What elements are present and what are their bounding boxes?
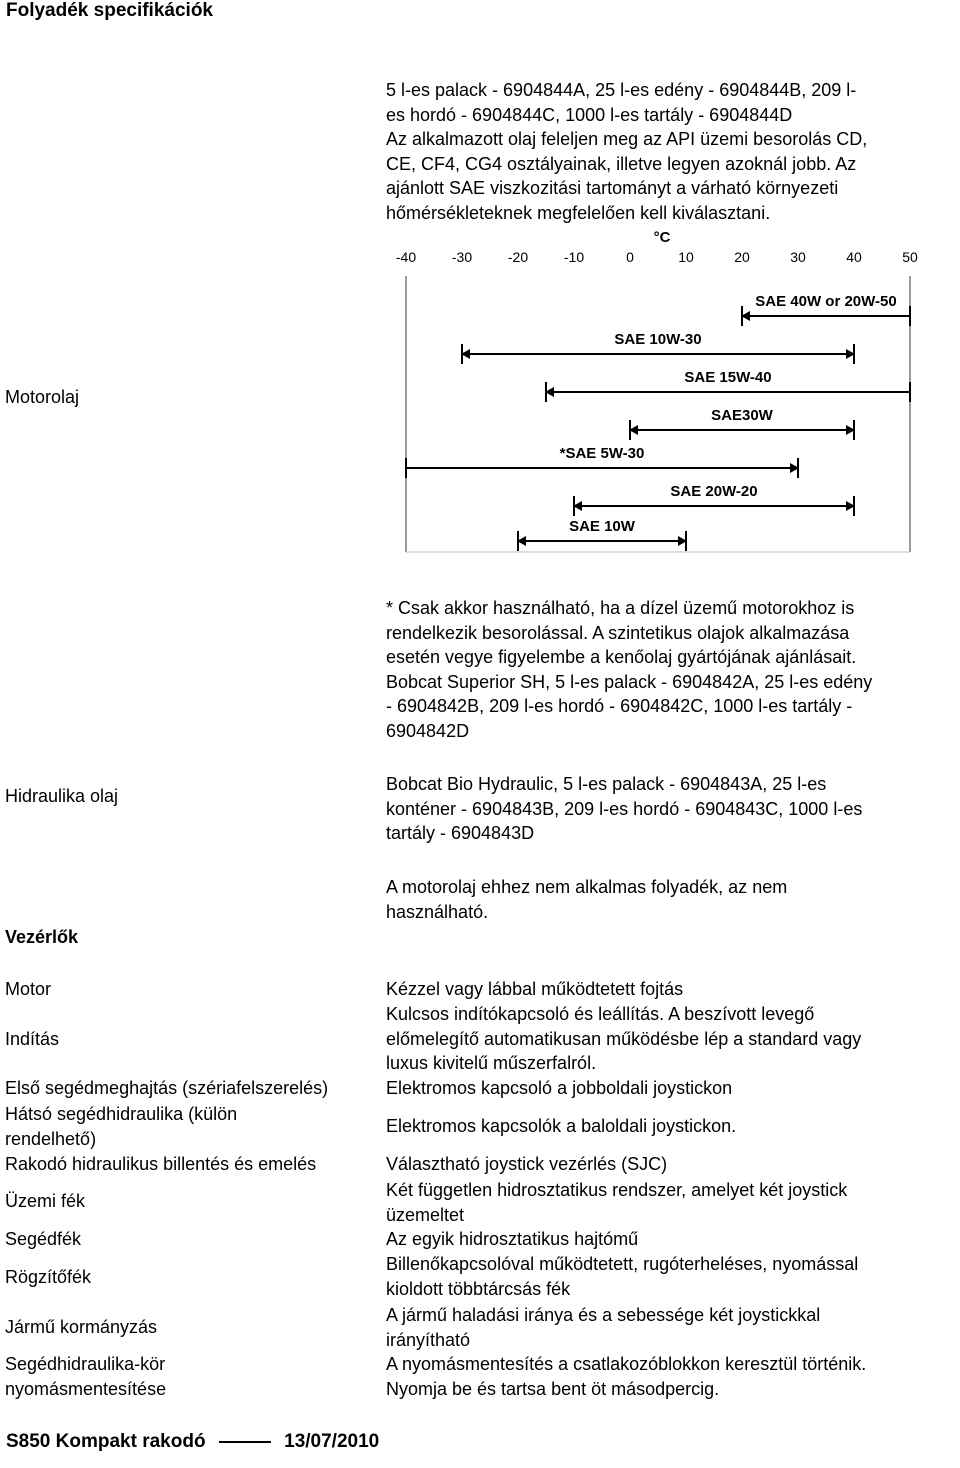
control-value-line: A nyomásmentesítés a csatlakozóblokkon keresztül történik. [386,1354,867,1374]
footnote-line: Bobcat Superior SH, 5 l-es palack - 6904842A, 25 l-es edény [386,671,873,692]
tick-label: 30 [790,249,806,265]
control-value-line: Két független hidrosztatikus rendszer, amelyet két joystick [386,1180,848,1200]
control-value [386,1178,847,1227]
control-label-line: Rögzítőfék [5,1267,92,1287]
control-value-line: előmelegítő automatikusan működésbe lép a standard vagy [386,1028,862,1049]
tick-label: -20 [507,249,529,265]
tick-label: 20 [734,249,750,265]
footnote-line: esetén vegye figyelembe a kenőolaj gyártójának ajánlásait. [386,647,857,667]
control-label-line: Hátsó segédhidraulika (külön [5,1104,238,1124]
hydraulic-oil-text [386,772,862,846]
control-value [386,1303,820,1352]
footer-date: 13/07/2010 [284,1431,380,1452]
control-label [5,1076,328,1101]
fuel-line: ajánlott SAE viszkozitási tartományt a várható környezeti [386,178,839,198]
unit-label: °C [653,229,671,246]
control-label [5,1189,85,1214]
tick-label: 0 [626,249,634,265]
control-label [5,1315,157,1340]
footnote-line: - 6904842B, 209 l-es hordó - 6904842C, 1000 l-es tartály - [386,696,853,716]
footer [6,1431,379,1453]
control-label-line: Jármű kormányzás [5,1317,158,1337]
footnote-line: 6904842D [386,720,470,741]
fuel-line: es hordó - 6904844C, 1000 l-es tartály - 6904844D [386,104,793,125]
control-label [5,1265,91,1290]
control-value-line: Nyomja be és tartsa bent öt másodpercig. [386,1378,720,1399]
control-value-line: Kulcsos indítókapcsoló és leállítás. A beszívott levegő [386,1004,815,1024]
grade-label: SAE 10W [569,518,635,535]
control-value [386,1076,732,1101]
engine-note-line: A motorolaj ehhez nem alkalmas folyadék, az nem [386,877,788,897]
hydraulic-line: Bobcat Bio Hydraulic, 5 l-es palack - 6904843A, 25 l-es [386,774,827,794]
engine-oil-label: Motorolaj [5,387,80,407]
control-value [386,1114,736,1139]
control-value-line: Az egyik hidrosztatikus hajtómű [386,1229,639,1249]
engine-note-text [386,875,787,924]
viscosity-chart [0,0,960,570]
grade-label: SAE 15W-40 [684,369,772,386]
grade-label: SAE 20W-20 [670,483,758,500]
footer-model: S850 Kompakt rakodó [6,1431,206,1452]
grade-label: SAE30W [711,407,773,424]
hydraulic-line: konténer - 6904843B, 209 l-es hordó - 6904843C, 1000 l-es [386,798,863,819]
control-label-line: Segédhidraulika-kör [5,1354,166,1374]
tick-label: -30 [451,249,473,265]
control-label-line: Rakodó hidraulikus billentés és emelés [5,1154,317,1174]
hydraulic-oil-label: Hidraulika olaj [5,786,119,806]
control-label [5,1102,237,1151]
control-value [386,1152,667,1177]
control-value [386,1002,861,1076]
page-title: Folyadék specifikációk [6,0,213,21]
control-label-line: Segédfék [5,1229,82,1249]
tick-label: -10 [563,249,585,265]
fuel-line: 5 l-es palack - 6904844A, 25 l-es edény - 6904844B, 209 l- [386,80,857,100]
footnote-text [386,596,872,743]
control-label-line: Üzemi fék [5,1191,86,1211]
control-value [386,1352,866,1401]
control-label [5,1152,316,1177]
grade-label: *SAE 5W-30 [559,445,645,462]
control-value-line: Elektromos kapcsoló a jobboldali joystickon [386,1078,733,1098]
control-value-line: A jármű haladási iránya és a sebessége két joystickkal [386,1305,821,1325]
fuel-line: Az alkalmazott olaj feleljen meg az API üzemi besorolás CD, [386,129,868,149]
control-label [5,977,51,1002]
control-label [5,1352,166,1401]
control-value-line: Elektromos kapcsolók a baloldali joystickon. [386,1116,737,1136]
control-value [386,1227,638,1252]
control-value-line: luxus kivitelű műszerfalról. [386,1053,597,1073]
tick-label: 10 [678,249,694,265]
tick-label: 50 [902,249,918,265]
control-label [5,1027,59,1052]
control-value-line: Kézzel vagy lábbal működtetett fojtás [386,979,684,999]
control-value [386,1252,858,1301]
controls-title: Vezérlők [5,927,79,947]
footnote-line: rendelkezik besorolással. A szintetikus olajok alkalmazása [386,622,850,643]
control-label-line: Indítás [5,1029,60,1049]
control-value-line: Választható joystick vezérlés (SJC) [386,1154,668,1174]
control-label-line: Első segédmeghajtás (szériafelszerelés) [5,1078,329,1098]
control-value-line: Billenőkapcsolóval működtetett, rugóterheléses, nyomással [386,1254,859,1274]
control-label-line: rendelhető) [5,1128,97,1149]
tick-label: 40 [846,249,862,265]
tick-label: -40 [395,249,417,265]
control-value-line: üzemeltet [386,1204,465,1225]
hydraulic-line: tartály - 6904843D [386,823,535,843]
control-label [5,1227,81,1252]
footer-rule [219,1441,271,1443]
control-value-line: irányítható [386,1329,471,1350]
engine-note-line: használható. [386,901,489,922]
fuel-line: CE, CF4, CG4 osztályainak, illetve legyen azoknál jobb. Az [386,153,857,174]
fuel-line: hőmérsékleteknek megfelelően kell kiválasztani. [386,202,771,223]
footnote-line: * Csak akkor használható, ha a dízel üzemű motorokhoz is [386,598,855,618]
control-label-line: Motor [5,979,52,999]
grade-label: SAE 10W-30 [614,331,702,348]
control-value-line: kioldott többtárcsás fék [386,1278,571,1299]
grade-label: SAE 40W or 20W-50 [755,293,897,310]
control-value [386,977,683,1002]
control-label-line: nyomásmentesítése [5,1378,167,1399]
